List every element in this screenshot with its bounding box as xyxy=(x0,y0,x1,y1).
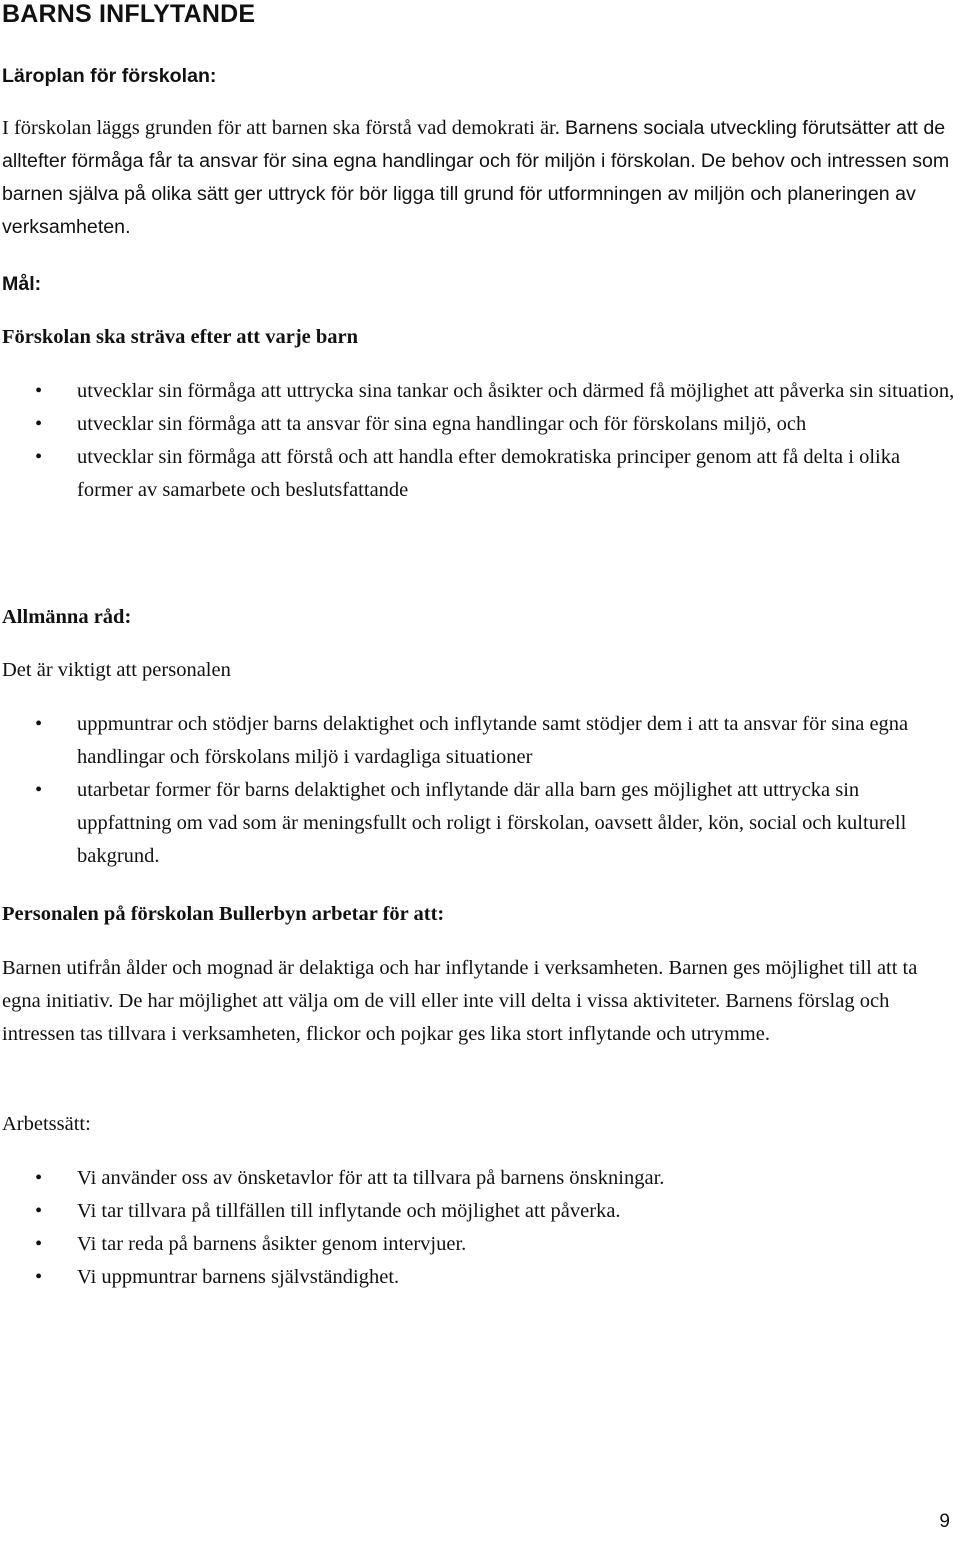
arbetssatt-heading: Arbetssätt: xyxy=(2,1113,91,1135)
allmanna-rad-heading: Allmänna råd: xyxy=(2,606,132,628)
list-item-text: utarbetar former för barns delaktighet och inflytande där alla barn ges möjlighet att uttrycka sin uppfattning om vad som är meningsfullt och roligt i förskolan, oavsett ålder, kön, social och kulturell bakgrund. xyxy=(77,779,907,867)
list-item-text: utvecklar sin förmåga att ta ansvar för sina egna handlingar och för förskolans miljö, och xyxy=(77,413,807,435)
allmanna-rad-bullet-list xyxy=(0,708,955,873)
list-item xyxy=(0,408,955,441)
list-item xyxy=(0,1228,955,1261)
mal-bullet-list xyxy=(0,375,955,507)
laroplan-intro-sentence-1: I förskolan läggs grunden för att barnen ska förstå vad demokrati är. xyxy=(2,117,560,139)
list-item-text: Vi uppmuntrar barnens självständighet. xyxy=(77,1266,400,1288)
list-item xyxy=(0,708,955,774)
laroplan-intro-sentence-3: De behov och intressen som barnen själva på olika sätt ger uttryck för bör ligga till grund för utformningen av miljön och planeringen av verksamheten. xyxy=(2,150,950,238)
list-item xyxy=(0,1162,955,1195)
bullet-glyph: • xyxy=(35,1233,43,1255)
list-item xyxy=(0,774,955,873)
mal-heading: Mål: xyxy=(2,273,42,295)
personalen-paragraph: Barnen utifrån ålder och mognad är delaktiga och har inflytande i verksamheten. Barnen ges möjlighet till att ta egna initiativ. De har möjlighet att välja om de vill eller inte vill delta i vissa aktiviteter. Barnens förslag och intressen tas tillvara i verksamheten, flickor och pojkar ges lika stort inflytande och utrymme. xyxy=(2,957,918,1045)
laroplan-heading: Läroplan för förskolan: xyxy=(2,65,217,87)
bullet-glyph: • xyxy=(35,1266,43,1288)
list-item-text: Vi tar reda på barnens åsikter genom intervjuer. xyxy=(77,1233,467,1255)
bullet-glyph: • xyxy=(35,779,43,801)
list-item-text: utvecklar sin förmåga att förstå och att handla efter demokratiska principer genom att få delta i olika former av samarbete och beslutsfattande xyxy=(77,446,901,501)
bullet-glyph: • xyxy=(35,413,43,435)
list-item-text: Vi använder oss av önsketavlor för att ta tillvara på barnens önskningar. xyxy=(77,1167,665,1189)
laroplan-intro-paragraph xyxy=(2,112,952,244)
personalen-heading: Personalen på förskolan Bullerbyn arbetar för att: xyxy=(2,903,445,925)
bullet-glyph: • xyxy=(35,713,43,735)
allmanna-rad-lead: Det är viktigt att personalen xyxy=(2,659,231,681)
list-item-text: utvecklar sin förmåga att uttrycka sina tankar och åsikter och därmed få möjlighet att påverka sin situation, xyxy=(77,380,955,402)
list-item xyxy=(0,1195,955,1228)
document-title: BARNS INFLYTANDE xyxy=(2,0,256,28)
mal-lead: Förskolan ska sträva efter att varje barn xyxy=(2,326,359,348)
laroplan-intro-sentence-2: Barnens sociala utveckling förutsätter att de alltefter förmåga får ta ansvar för sina egna handlingar och för miljön i förskolan. xyxy=(2,117,946,172)
arbetssatt-bullet-list xyxy=(0,1162,955,1294)
page-number: 9 xyxy=(939,1511,950,1532)
bullet-glyph: • xyxy=(35,446,43,468)
bullet-glyph: • xyxy=(35,380,43,402)
bullet-glyph: • xyxy=(35,1200,43,1222)
bullet-glyph: • xyxy=(35,1167,43,1189)
list-item xyxy=(0,441,955,507)
list-item xyxy=(0,1261,955,1294)
list-item-text: uppmuntrar och stödjer barns delaktighet och inflytande samt stödjer dem i att ta ansvar för sina egna handlingar och förskolans miljö i vardagliga situationer xyxy=(77,713,909,768)
list-item xyxy=(0,375,955,408)
list-item-text: Vi tar tillvara på tillfällen till inflytande och möjlighet att påverka. xyxy=(77,1200,621,1222)
